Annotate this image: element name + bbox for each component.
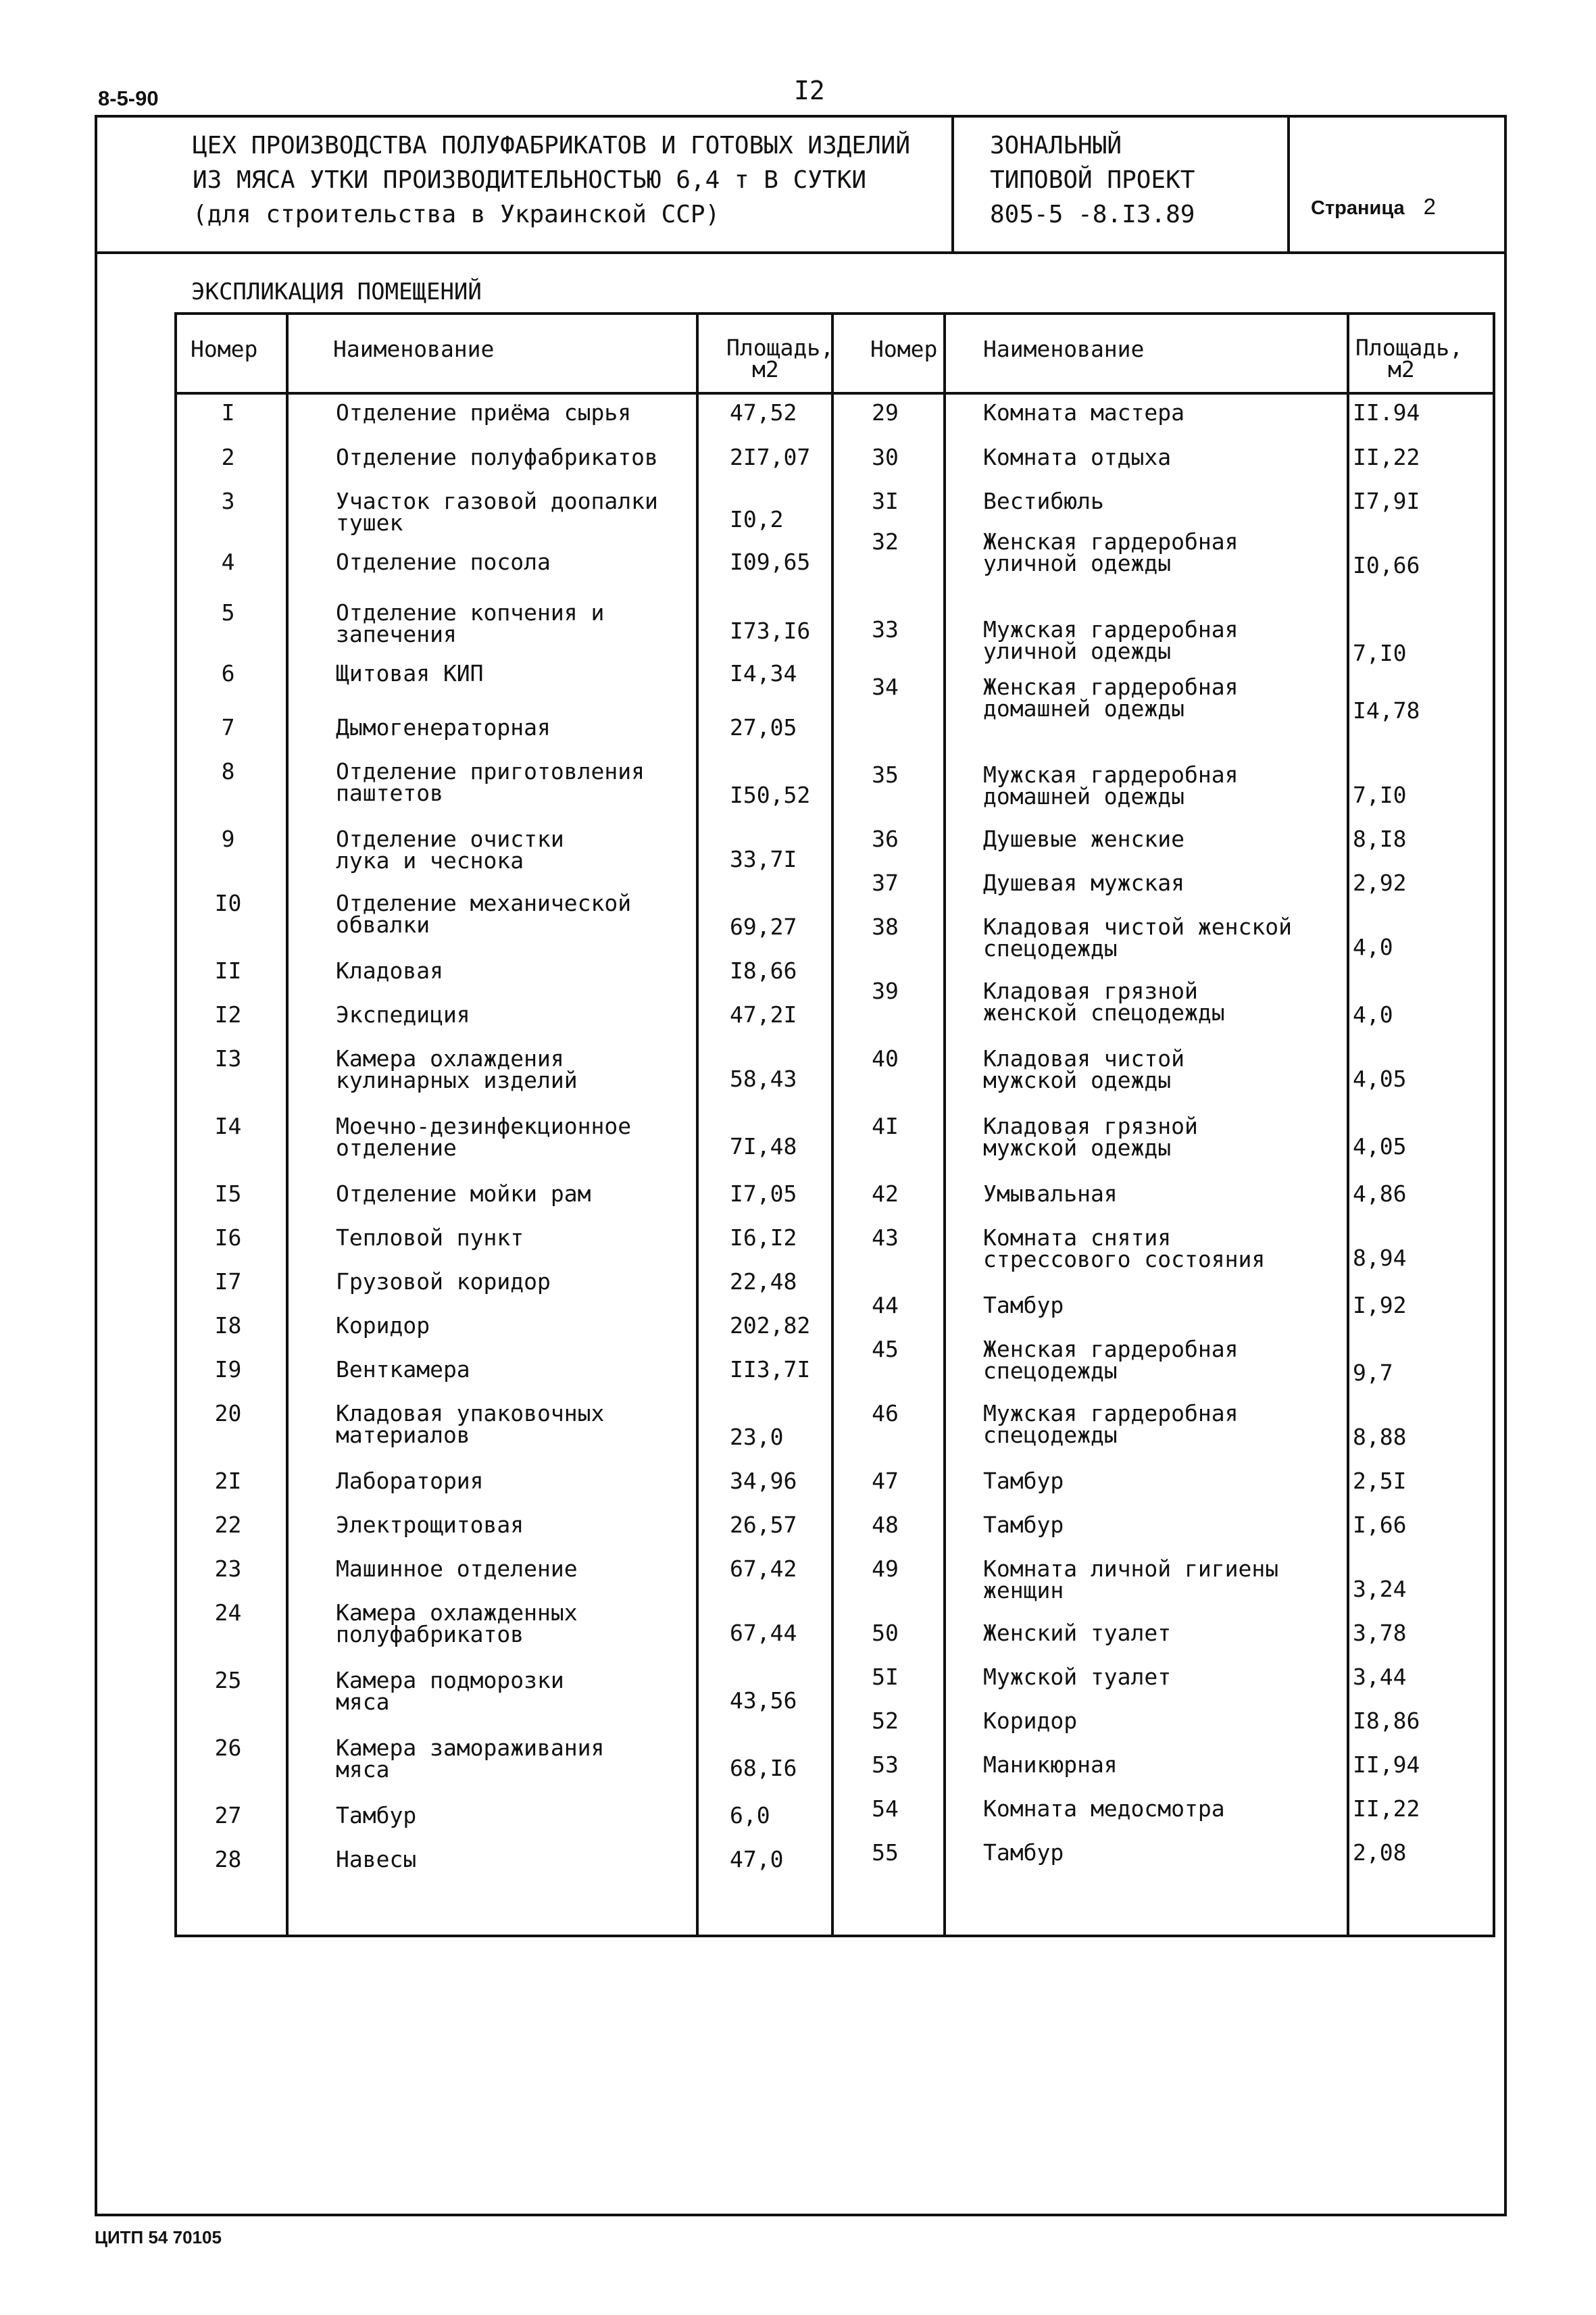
room-area: I8,66	[730, 957, 797, 984]
room-area: 6,0	[730, 1802, 770, 1828]
room-name: Мужская гардеробная	[983, 616, 1239, 643]
room-number: 5I	[872, 1664, 899, 1690]
room-name: Маникюрная	[983, 1751, 1118, 1778]
project-code-line: 805-5 -8.I3.89	[990, 201, 1195, 228]
room-number: I0	[214, 890, 242, 916]
room-number: I4	[214, 1113, 242, 1139]
room-number: 34	[872, 674, 899, 700]
room-area: 3,78	[1353, 1620, 1407, 1646]
project-code-line: ТИПОВОЙ ПРОЕКТ	[990, 166, 1195, 194]
room-name: кулинарных изделий	[336, 1067, 578, 1093]
room-name: Вестибюль	[983, 488, 1104, 514]
room-number: 6	[221, 660, 235, 687]
room-name: стрессового состояния	[983, 1246, 1266, 1272]
room-name: Отделение очистки	[336, 826, 564, 852]
room-number: 29	[872, 399, 899, 426]
room-number: 25	[214, 1667, 242, 1693]
header-name: Наименование	[983, 336, 1145, 362]
room-number: 2	[221, 444, 235, 470]
room-area: 4,05	[1353, 1133, 1407, 1160]
room-name: Женский туалет	[983, 1620, 1172, 1646]
room-name: Тамбур	[983, 1512, 1064, 1538]
room-number: 22	[214, 1512, 242, 1538]
room-number: I2	[214, 1001, 242, 1028]
room-name: женской спецодежды	[983, 999, 1225, 1026]
room-number: 9	[221, 826, 235, 852]
room-area: 27,05	[730, 714, 797, 741]
room-area: 4,0	[1353, 1001, 1393, 1028]
room-area: 7,I0	[1353, 782, 1407, 808]
room-number: 47	[872, 1468, 899, 1494]
room-number: 53	[872, 1751, 899, 1778]
room-name: Кладовая упаковочных	[336, 1400, 605, 1426]
room-area: I09,65	[730, 549, 811, 575]
room-name: уличной одежды	[983, 638, 1172, 664]
room-name: Тамбур	[336, 1802, 417, 1828]
header-name: Наименование	[333, 336, 495, 362]
room-number: 23	[214, 1555, 242, 1582]
column-rule	[943, 312, 946, 1937]
room-number: 50	[872, 1620, 899, 1646]
room-name: обвалки	[336, 912, 430, 938]
room-number: 37	[872, 870, 899, 896]
room-number: I3	[214, 1045, 242, 1072]
room-number: 33	[872, 616, 899, 643]
room-area: 2I7,07	[730, 444, 811, 470]
project-code-block	[990, 128, 1195, 232]
room-number: II	[214, 957, 242, 984]
room-number: 40	[872, 1045, 899, 1072]
room-area: 47,2I	[730, 1001, 797, 1028]
room-area: 9,7	[1353, 1360, 1393, 1386]
room-number: 38	[872, 914, 899, 940]
section-title: ЭКСПЛИКАЦИЯ ПОМЕЩЕНИЙ	[191, 278, 482, 305]
column-rule	[831, 312, 834, 1937]
room-number: 48	[872, 1512, 899, 1538]
room-name: Грузовой коридор	[336, 1268, 551, 1295]
room-name: Навесы	[336, 1846, 417, 1872]
header-area: Площадь,	[1355, 334, 1463, 361]
room-name: мужской одежды	[983, 1135, 1172, 1161]
column-rule	[1347, 312, 1349, 1937]
room-name: Лаборатория	[336, 1468, 484, 1494]
room-name: Камера замораживания	[336, 1735, 605, 1761]
room-number: 3I	[872, 488, 899, 514]
room-area: 8,I8	[1353, 826, 1407, 852]
room-name: Отделение приёма сырья	[336, 399, 632, 426]
document-code: 8-5-90	[98, 86, 159, 110]
room-number: 4	[221, 549, 235, 575]
room-name: спецодежды	[983, 1358, 1118, 1384]
header-area: Площадь,	[726, 334, 834, 361]
room-name: Экспедиция	[336, 1001, 470, 1028]
room-name: Щитовая КИП	[336, 660, 484, 687]
room-number: 52	[872, 1708, 899, 1734]
room-name: Комната снятия	[983, 1224, 1172, 1251]
room-number: I5	[214, 1180, 242, 1207]
room-area: 26,57	[730, 1512, 797, 1538]
print-footer: ЦИТП 54 70105	[95, 2227, 222, 2247]
room-name: Отделение механической	[336, 890, 632, 916]
room-number: 46	[872, 1400, 899, 1426]
room-area: II,22	[1353, 444, 1420, 470]
room-name: Кладовая чистой	[983, 1045, 1185, 1072]
room-number: 30	[872, 444, 899, 470]
sheet-page-label: Страница	[1311, 197, 1405, 219]
column-rule	[696, 312, 699, 1937]
room-name: женщин	[983, 1577, 1064, 1603]
room-number: 43	[872, 1224, 899, 1251]
table-header-rule	[174, 392, 1495, 395]
room-number: 54	[872, 1795, 899, 1822]
room-area: II,94	[1353, 1751, 1420, 1778]
room-name: Комната личной гигиены	[983, 1555, 1279, 1582]
room-name: Мужской туалет	[983, 1664, 1172, 1690]
room-number: 36	[872, 826, 899, 852]
room-name: спецодежды	[983, 935, 1118, 962]
room-area: 69,27	[730, 914, 797, 940]
room-area: II3,7I	[730, 1356, 811, 1383]
room-area: I8,86	[1353, 1708, 1420, 1734]
page-number: I2	[794, 76, 825, 105]
room-area: 67,44	[730, 1620, 797, 1646]
room-name: Комната мастера	[983, 399, 1185, 426]
project-title-line: (для строительства в Украинской ССР)	[193, 201, 720, 228]
room-area: I0,2	[730, 506, 784, 532]
title-divider	[951, 115, 954, 254]
room-name: Дымогенераторная	[336, 714, 551, 741]
room-name: Кладовая чистой женской	[983, 914, 1292, 940]
room-area: I7,05	[730, 1180, 797, 1207]
room-name: Умывальная	[983, 1180, 1118, 1207]
room-number: 7	[221, 714, 235, 741]
room-name: Электрощитовая	[336, 1512, 524, 1538]
room-name: уличной одежды	[983, 550, 1172, 576]
room-area: 33,7I	[730, 846, 797, 872]
column-rule	[286, 312, 289, 1937]
room-number: 44	[872, 1292, 899, 1318]
room-name: материалов	[336, 1422, 470, 1448]
room-number: 55	[872, 1839, 899, 1866]
room-area: I73,I6	[730, 618, 811, 644]
header-num: Номер	[870, 336, 938, 362]
room-name: Коридор	[983, 1708, 1078, 1734]
room-name: паштетов	[336, 780, 443, 806]
room-name: Отделение посола	[336, 549, 551, 575]
room-name: Комната отдыха	[983, 444, 1172, 470]
room-number: 28	[214, 1846, 242, 1872]
room-number: 42	[872, 1180, 899, 1207]
room-area: 8,94	[1353, 1245, 1407, 1271]
room-area: 4,0	[1353, 934, 1393, 960]
room-area: II,22	[1353, 1795, 1420, 1822]
room-area: 8,88	[1353, 1424, 1407, 1450]
room-number: 3	[221, 488, 235, 514]
room-name: Моечно-дезинфекционное	[336, 1113, 632, 1139]
room-area: 47,52	[730, 399, 797, 426]
room-name: Кладовая	[336, 957, 443, 984]
room-area: 3,24	[1353, 1576, 1407, 1602]
room-number: 26	[214, 1735, 242, 1761]
room-name: Душевая мужская	[983, 870, 1185, 896]
room-number: 8	[221, 758, 235, 785]
room-name: Тепловой пункт	[336, 1224, 524, 1251]
header-num: Номер	[191, 336, 258, 362]
room-name: спецодежды	[983, 1422, 1118, 1448]
room-name: Отделение приготовления	[336, 758, 645, 785]
room-name: Коридор	[336, 1312, 430, 1339]
room-number: 5	[221, 599, 235, 626]
room-area: 2,08	[1353, 1839, 1407, 1866]
room-name: полуфабрикатов	[336, 1621, 524, 1647]
room-area: 4,05	[1353, 1066, 1407, 1092]
room-area: 2,5I	[1353, 1468, 1407, 1494]
room-area: I6,I2	[730, 1224, 797, 1251]
room-name: запечения	[336, 621, 457, 647]
project-code-line: ЗОНАЛЬНЫЙ	[990, 132, 1122, 159]
room-name: Отделение мойки рам	[336, 1180, 591, 1207]
room-name: Тамбур	[983, 1839, 1064, 1866]
room-number: 39	[872, 978, 899, 1004]
room-area: II.94	[1353, 399, 1420, 426]
room-area: 23,0	[730, 1424, 784, 1450]
room-name: Камера подморозки	[336, 1667, 564, 1693]
room-name: мяса	[336, 1756, 390, 1783]
room-name: Камера охлажденных	[336, 1599, 578, 1626]
room-number: I9	[214, 1356, 242, 1383]
header-area-unit: м2	[1388, 356, 1415, 382]
room-area: 202,82	[730, 1312, 811, 1339]
room-area: 4,86	[1353, 1180, 1407, 1207]
room-number: I8	[214, 1312, 242, 1339]
room-name: мужской одежды	[983, 1067, 1172, 1093]
room-area: I4,78	[1353, 697, 1420, 724]
room-number: 35	[872, 762, 899, 788]
room-area: I,66	[1353, 1512, 1407, 1538]
room-number: 4I	[872, 1113, 899, 1139]
room-number: 27	[214, 1802, 242, 1828]
room-number: 2I	[214, 1468, 242, 1494]
room-name: Машинное отделение	[336, 1555, 578, 1582]
room-name: Душевые женские	[983, 826, 1185, 852]
room-name: домашней одежды	[983, 695, 1185, 722]
room-name: Кладовая грязной	[983, 978, 1198, 1004]
project-title-line: ЦЕХ ПРОИЗВОДСТВА ПОЛУФАБРИКАТОВ И ГОТОВЫХ ИЗДЕЛИЙ	[193, 132, 911, 159]
room-area: 34,96	[730, 1468, 797, 1494]
room-name: отделение	[336, 1135, 457, 1161]
room-name: Венткамера	[336, 1356, 470, 1383]
room-name: Женская гардеробная	[983, 528, 1239, 555]
room-name: мяса	[336, 1689, 390, 1715]
room-area: I7,9I	[1353, 488, 1420, 514]
room-name: Участок газовой доопалки	[336, 488, 658, 514]
room-name: Кладовая грязной	[983, 1113, 1198, 1139]
title-divider	[1287, 115, 1290, 254]
room-area: 67,42	[730, 1555, 797, 1582]
room-number: 24	[214, 1599, 242, 1626]
room-name: Комната медосмотра	[983, 1795, 1225, 1822]
room-name: Тамбур	[983, 1292, 1064, 1318]
room-area: 3,44	[1353, 1664, 1407, 1690]
room-area: I,92	[1353, 1292, 1407, 1318]
room-number: 20	[214, 1400, 242, 1426]
room-number: I	[221, 399, 235, 426]
project-title	[193, 128, 910, 232]
header-area-unit: м2	[752, 356, 779, 382]
room-name: Тамбур	[983, 1468, 1064, 1494]
room-number: I6	[214, 1224, 242, 1251]
room-area: I0,66	[1353, 552, 1420, 578]
sheet-page	[1311, 194, 1436, 220]
room-number: I7	[214, 1268, 242, 1295]
room-number: 49	[872, 1555, 899, 1582]
room-area: 7,I0	[1353, 640, 1407, 666]
room-name: Женская гардеробная	[983, 674, 1239, 700]
room-name: Мужская гардеробная	[983, 762, 1239, 788]
room-name: Мужская гардеробная	[983, 1400, 1239, 1426]
room-name: Женская гардеробная	[983, 1336, 1239, 1362]
room-name: лука и чеснока	[336, 847, 524, 874]
room-number: 32	[872, 528, 899, 555]
room-area: 47,0	[730, 1846, 784, 1872]
room-area: 2,92	[1353, 870, 1407, 896]
room-area: I4,34	[730, 660, 797, 687]
room-area: 7I,48	[730, 1133, 797, 1160]
room-number: 45	[872, 1336, 899, 1362]
room-area: 58,43	[730, 1066, 797, 1092]
room-name: Отделение копчения и	[336, 599, 605, 626]
room-area: 68,I6	[730, 1755, 797, 1781]
project-title-line: ИЗ МЯСА УТКИ ПРОИЗВОДИТЕЛЬНОСТЬЮ 6,4 т В СУТКИ	[193, 166, 866, 194]
room-area: 43,56	[730, 1687, 797, 1714]
room-name: тушек	[336, 509, 403, 536]
room-name: Отделение полуфабрикатов	[336, 444, 658, 470]
room-area: 22,48	[730, 1268, 797, 1295]
room-area: I50,52	[730, 782, 811, 808]
sheet-page-value: 2	[1423, 194, 1437, 219]
room-name: Камера охлаждения	[336, 1045, 564, 1072]
room-name: домашней одежды	[983, 783, 1185, 810]
